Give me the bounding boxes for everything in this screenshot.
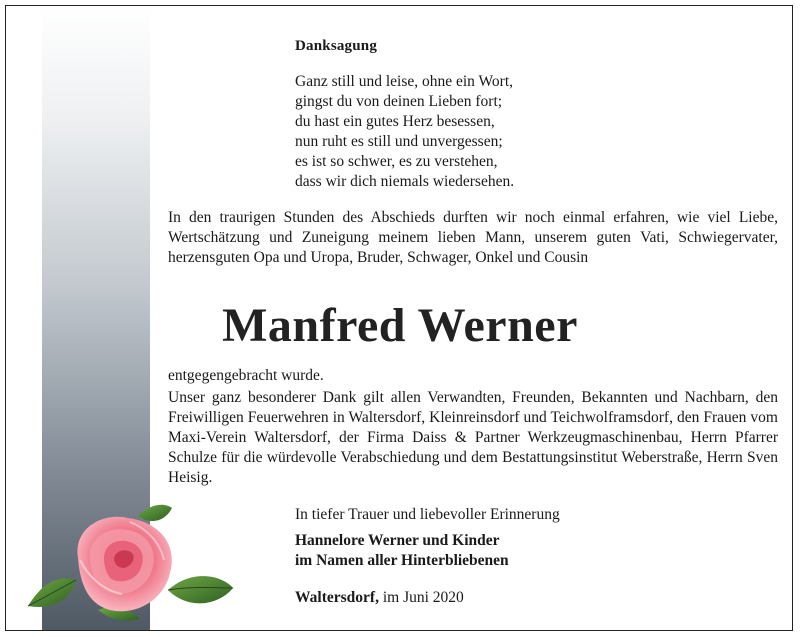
poem-line: du hast ein gutes Herz besessen, (295, 113, 495, 130)
poem-line: es ist so schwer, es zu verstehen, (295, 153, 498, 170)
rose-icon (18, 498, 248, 628)
obituary-notice (5, 5, 793, 631)
after-name-text: entgegengebracht wurde. (168, 367, 324, 384)
poem-line: dass wir dich niemals wiedersehen. (295, 173, 515, 190)
place: Waltersdorf, (295, 589, 379, 606)
closing-line: In tiefer Trauer und liebevoller Erinnerung (295, 506, 560, 523)
poem-line: nun ruht es still und unvergessen; (295, 133, 503, 150)
signers (295, 531, 509, 571)
poem (295, 72, 514, 192)
signer-line: im Namen aller Hinterbliebenen (295, 552, 509, 569)
intro-paragraph: In den traurigen Stunden des Abschieds durften wir noch einmal erfahren, wie viel Liebe, Wertschätzung und Zuneigung meinem lieben Mann, unserem guten Vati, Schwiegervater, herzensguten Opa und Uropa, Bruder, Schwager, Onkel und Cousin (168, 209, 778, 266)
place-date (295, 588, 464, 608)
thanks-paragraph: Unser ganz besonderer Dank gilt allen Verwandten, Freunden, Bekannten und Nachbarn, den Freiwilligen Feuerwehren in Waltersdorf, Kleinreinsdorf und Teichwolframsdorf, den Frauen vom Maxi-Verein Waltersdorf, der Firma Daiss & Partner Werkzeugmaschinenbau, Herrn Pfarrer Schulze für die würdevolle Verabschiedung und dem Bestattungsinstitut Weberstraße, Herrn Sven Heisig. (168, 389, 778, 486)
poem-line: gingst du von deinen Lieben fort; (295, 93, 503, 110)
date: im Juni 2020 (382, 589, 464, 606)
poem-line: Ganz still und leise, ohne ein Wort, (295, 73, 514, 90)
notice-heading: Danksagung (295, 38, 378, 54)
deceased-name: Manfred Werner (222, 299, 578, 352)
signer-line: Hannelore Werner und Kinder (295, 532, 500, 549)
